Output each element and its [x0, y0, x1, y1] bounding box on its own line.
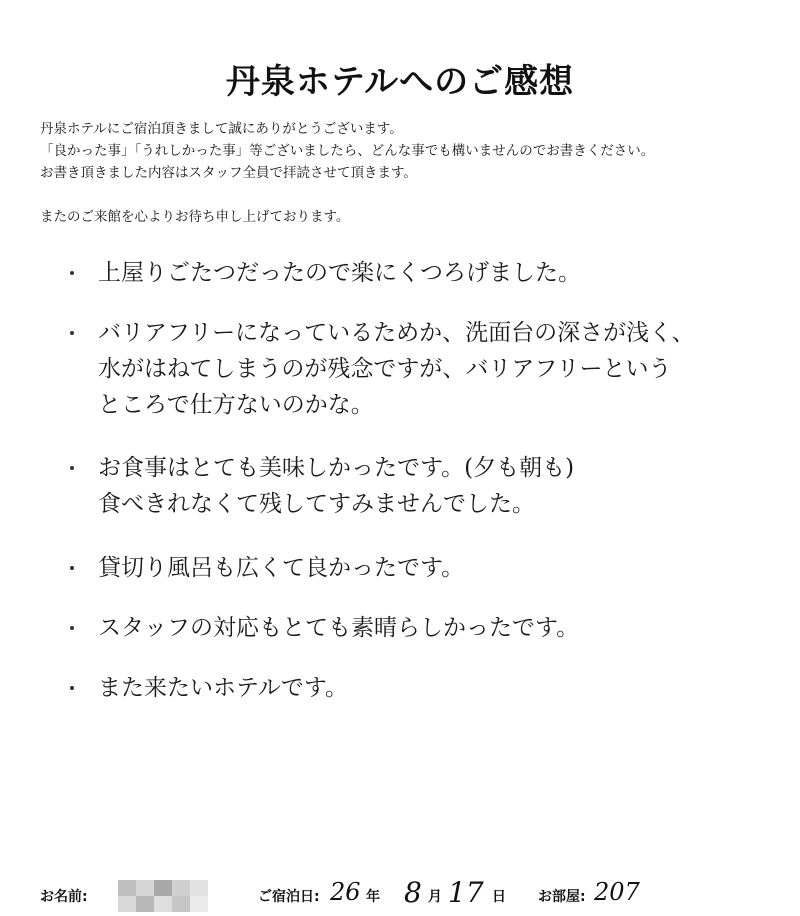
bullet-icon	[70, 686, 74, 690]
redacted-name	[118, 880, 208, 912]
name-label: お名前:	[40, 889, 88, 905]
room-number-value: 207	[594, 878, 640, 906]
stay-month-value: 8	[404, 876, 422, 909]
bullet-icon	[70, 331, 74, 335]
comment-line: スタッフの対応もとても素晴らしかったです。	[98, 615, 580, 641]
year-unit: 年	[366, 889, 380, 905]
intro-text	[40, 118, 780, 228]
comment-line: 貸切り風呂も広くて良かったです。	[98, 555, 465, 581]
intro-line: お書き頂きました内容はスタッフ全員で拝読させて頂きます。	[40, 165, 417, 181]
comment-line: 食べきれなくて残してすみませんでした。	[98, 491, 535, 517]
bullet-icon	[70, 566, 74, 570]
stay-day-value: 17	[448, 876, 484, 909]
bullet-icon	[70, 271, 74, 275]
bullet-icon	[70, 466, 74, 470]
comment-line: お食事はとても美味しかったです。(夕も朝も)	[98, 455, 575, 481]
form-title: 丹泉ホテルへのご感想	[225, 62, 575, 102]
intro-line: 「良かった事」「うれしかった事」等ございましたら、どんな事でも構いませんのでお書きください。	[40, 143, 655, 159]
comment-line: バリアフリーになっているためか、洗面台の深さが浅く、	[98, 320, 695, 346]
comment-line: ところで仕方ないのかな。	[98, 392, 374, 418]
day-unit: 日	[492, 889, 506, 905]
month-unit: 月	[428, 889, 442, 905]
room-label: お部屋:	[538, 889, 586, 905]
intro-line: 丹泉ホテルにご宿泊頂きまして誠にありがとうございます。	[40, 121, 403, 137]
bullet-icon	[70, 626, 74, 630]
stay-date-label: ご宿泊日:	[258, 889, 320, 905]
comment-line: また来たいホテルです。	[98, 675, 349, 701]
form-footer	[0, 870, 800, 916]
comment-line: 水がはねてしまうのが残念ですが、バリアフリーという	[98, 356, 672, 382]
intro-line: またのご来館を心よりお待ち申し上げております。	[40, 209, 350, 225]
stay-year-value: 26	[330, 878, 361, 906]
comment-line: 上屋りごたつだったので楽にくつろげました。	[98, 260, 581, 286]
